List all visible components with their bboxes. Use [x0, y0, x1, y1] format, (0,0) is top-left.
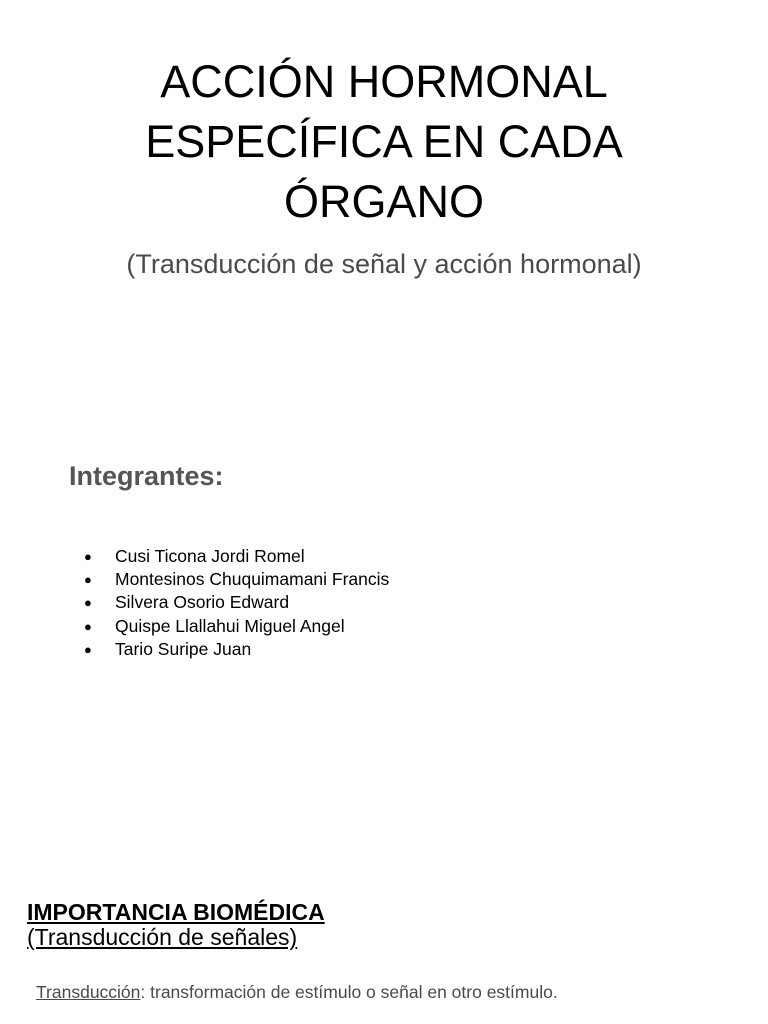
definition-text: : transformación de estímulo o señal en otro estímulo. [140, 982, 558, 1002]
members-heading: Integrantes: [69, 461, 224, 491]
title-line-1: ACCIÓN HORMONAL [160, 56, 608, 107]
member-item: ● Quispe Llallahui Miguel Angel [84, 615, 389, 638]
document-title [0, 52, 768, 232]
members-list [84, 545, 389, 661]
member-item: ● Montesinos Chuquimamani Francis [84, 568, 389, 591]
title-line-3: ÓRGANO [283, 176, 485, 227]
importance-heading: IMPORTANCIA BIOMÉDICA [27, 899, 325, 925]
member-item: ● Cusi Ticona Jordi Romel [84, 545, 389, 568]
definition-paragraph [36, 981, 558, 1003]
member-item: ● Silvera Osorio Edward [84, 591, 389, 614]
document-subtitle: (Transducción de señal y acción hormonal) [126, 249, 642, 279]
member-item: ● Tario Suripe Juan [84, 638, 389, 661]
definition-term: Transducción [36, 982, 141, 1002]
title-line-2: ESPECÍFICA EN CADA [145, 116, 623, 167]
importance-subheading: (Transducción de señales) [27, 924, 298, 950]
